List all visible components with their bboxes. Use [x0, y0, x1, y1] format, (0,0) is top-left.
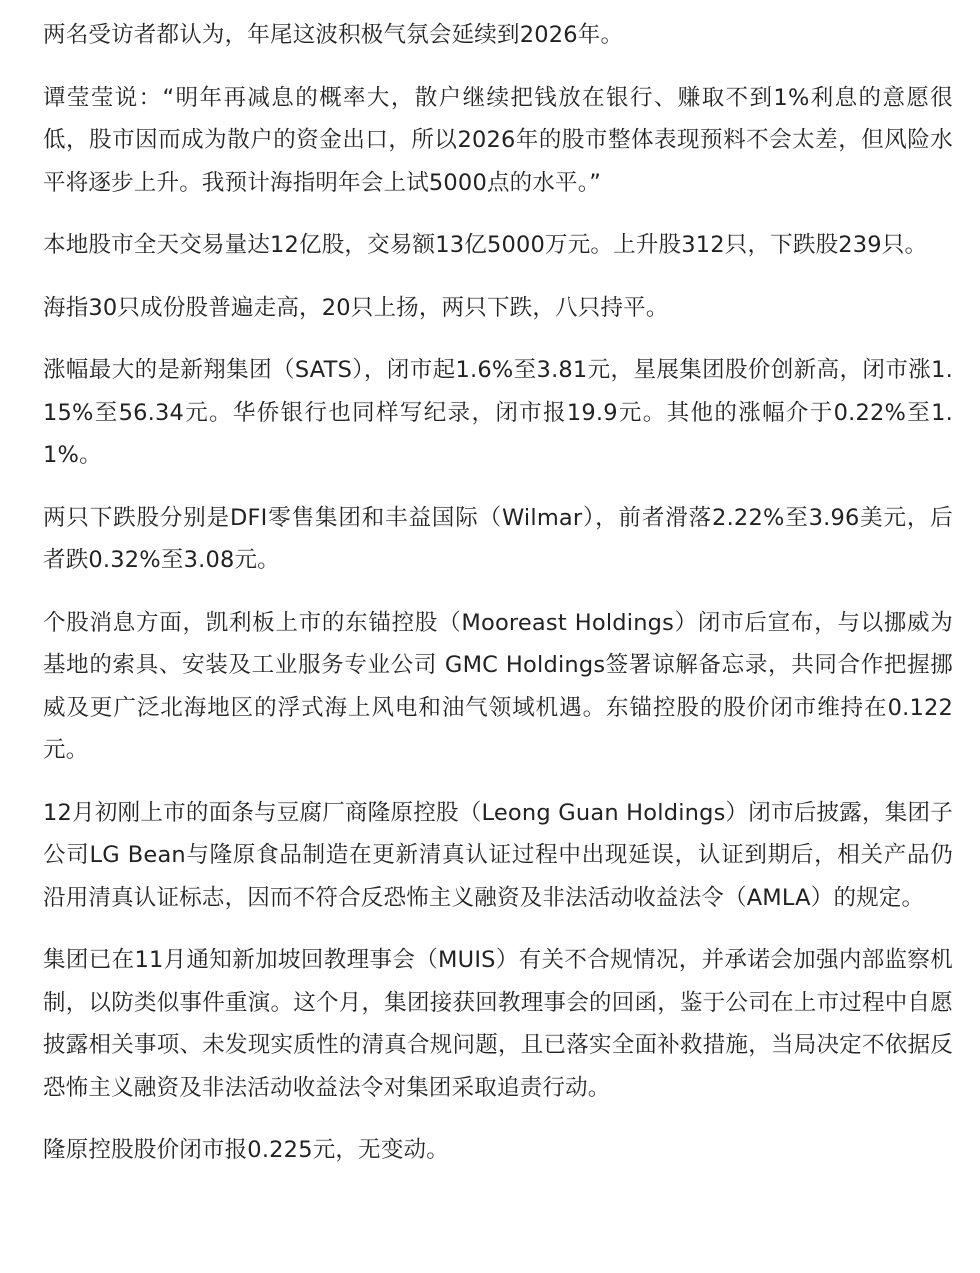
- paragraph-volume: 本地股市全天交易量达12亿股，交易额13亿5000万元。上升股312只，下跌股239只。: [43, 232, 928, 258]
- paragraph-leong-guan: 12月初刚上市的面条与豆腐厂商隆原控股（Leong Guan Holdings）闭市后披露，集团子公司LG Bean与隆原食品制造在更新清真认证过程中出现延误，认证到期后，相关产品仍沿用清真认证标志，因而不符合反恐怖主义融资及非法活动收益法令（AMLA）的规定。: [43, 799, 953, 911]
- paragraph-leong-guan-price: 隆原控股股价闭市报0.225元，无变动。: [43, 1137, 449, 1163]
- paragraph-quote: 谭莹莹说：“明年再减息的概率大，散户继续把钱放在银行、赚取不到1%利息的意愿很低，股市因而成为散户的资金出口，所以2026年的股市整体表现预料不会太差，但风险水平将逐步上升。我预计海指明年会上试5000点的水平。”: [43, 84, 953, 196]
- paragraph-top-gainers: 涨幅最大的是新翔集团（SATS），闭市起1.6%至3.81元，星展集团股价创新高，闭市涨1.15%至56.34元。华侨银行也同样写纪录，闭市报19.9元。其他的涨幅介于0.22%至1.1%。: [43, 357, 953, 468]
- paragraph-mooreast: 个股消息方面，凯利板上市的东锚控股（Mooreast Holdings）闭市后宣布，与以挪威为基地的索具、安装及工业服务专业公司 GMC Holdings签署谅解备忘录，共同合作把握挪威及更广泛北海地区的浮式海上风电和油气领域机遇。东锚控股的股价闭市维持在0.122元。: [43, 609, 953, 763]
- paragraph-outlook: 两名受访者都认为，年尾这波积极气氛会延续到2026年。: [43, 22, 624, 48]
- paragraph-index-components: 海指30只成份股普遍走高，20只上扬，两只下跌，八只持平。: [43, 294, 669, 321]
- article-body: [43, 14, 953, 1192]
- paragraph-decliners: 两只下跌股分别是DFI零售集团和丰益国际（Wilmar），前者滑落2.22%至3.96美元，后者跌0.32%至3.08元。: [43, 504, 953, 573]
- paragraph-muis: 集团已在11月通知新加坡回教理事会（MUIS）有关不合规情况，并承诺会加强内部监察机制，以防类似事件重演。这个月，集团接获回教理事会的回函，鉴于公司在上市过程中自愿披露相关事项、未发现实质性的清真合规问题，且已落实全面补救措施，当局决定不依据反恐怖主义融资及非法活动收益法令对集团采取追责行动。: [43, 947, 953, 1101]
